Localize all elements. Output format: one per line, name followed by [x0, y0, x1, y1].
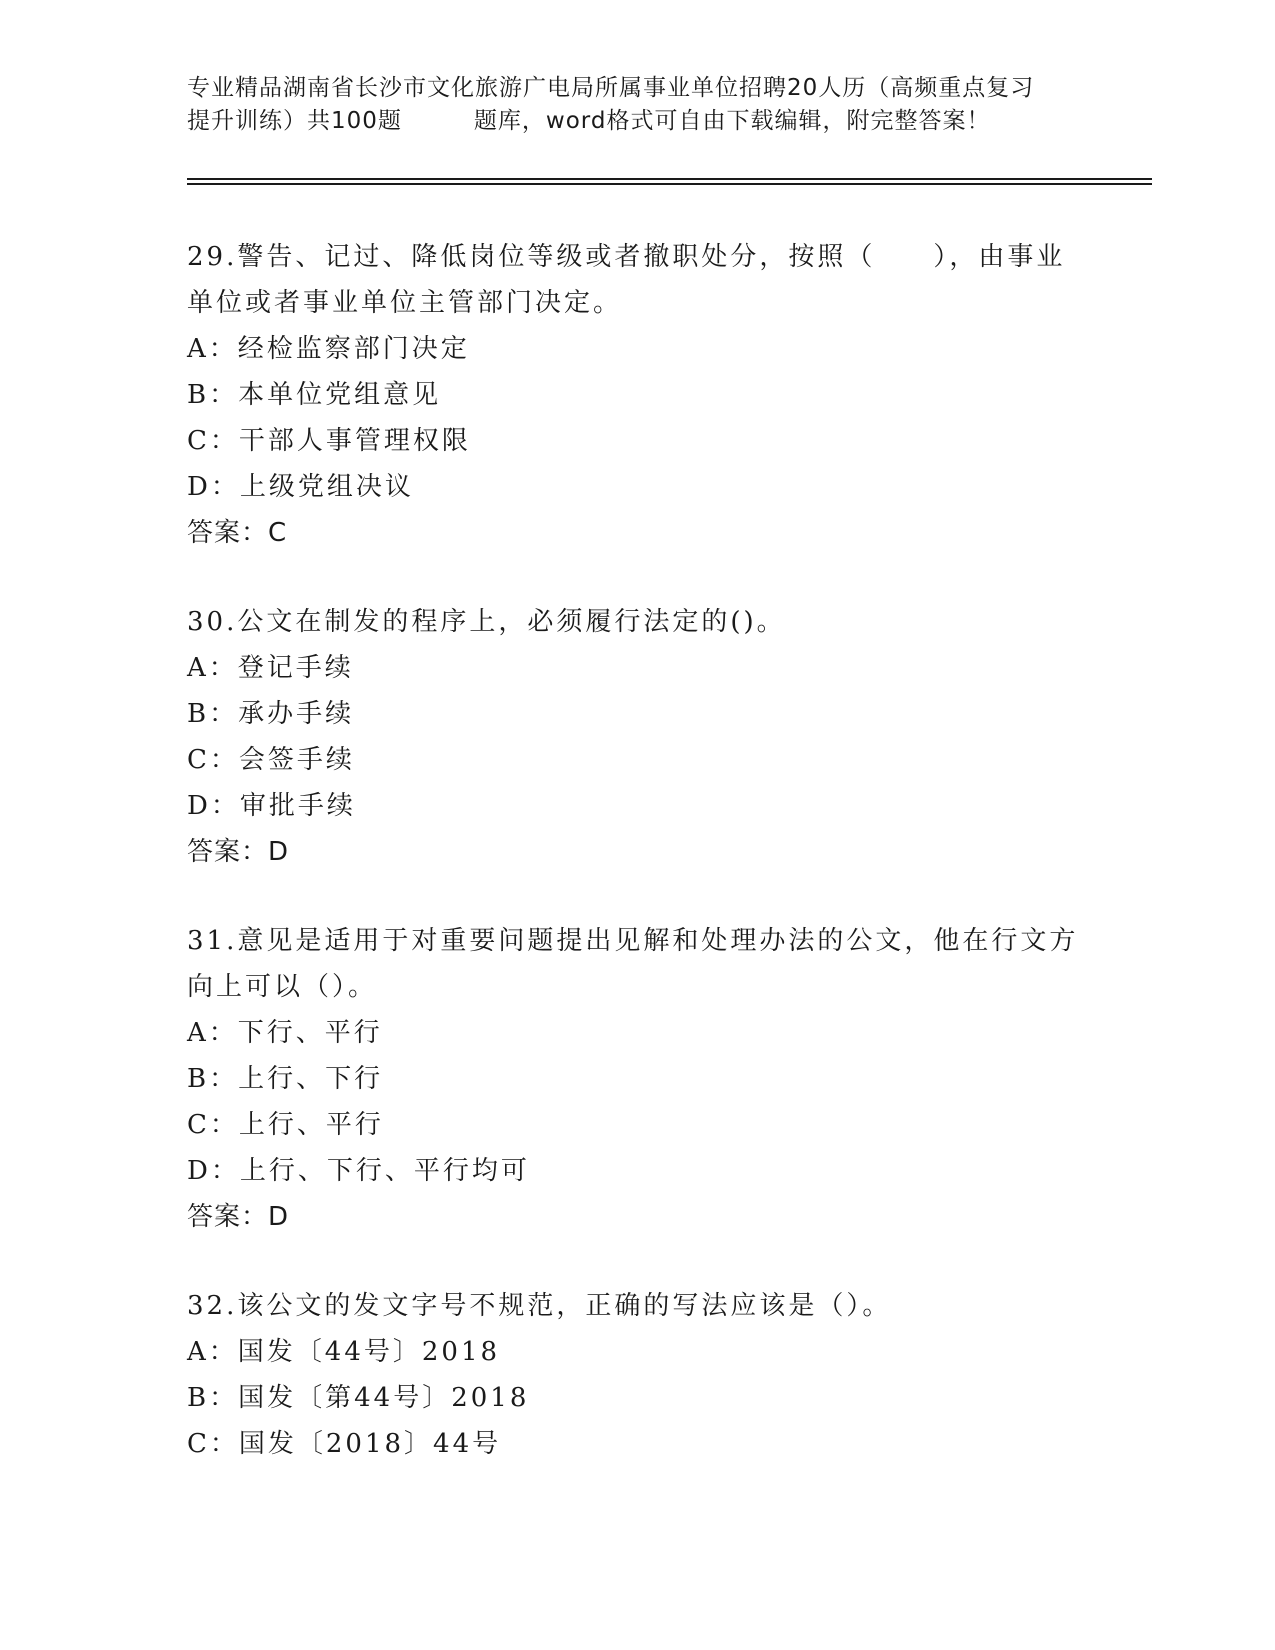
header-divider-bottom	[187, 183, 1152, 185]
option-a: A：登记手续	[187, 653, 354, 683]
option-d: D：审批手续	[187, 791, 356, 821]
question-list	[187, 234, 1087, 1510]
answer: 答案：D	[187, 1202, 290, 1232]
question-31	[187, 918, 1087, 1240]
answer: 答案：D	[187, 837, 290, 867]
question-stem: 30.公文在制发的程序上，必须履行法定的()。	[187, 607, 786, 637]
option-a: A：下行、平行	[187, 1018, 383, 1048]
question-stem: 31.意见是适用于对重要问题提出见解和处理办法的公文，他在行文方	[187, 926, 1079, 956]
question-30	[187, 599, 1087, 875]
header-line-1: 专业精品湖南省长沙市文化旅游广电局所属事业单位招聘20人历（高频重点复习	[187, 75, 1035, 101]
question-29	[187, 234, 1087, 556]
option-c: C：上行、平行	[187, 1110, 384, 1140]
answer: 答案：C	[187, 518, 288, 548]
option-c: C：会签手续	[187, 745, 355, 775]
document-header	[187, 72, 1087, 138]
option-d: D：上级党组决议	[187, 472, 414, 502]
question-32	[187, 1283, 1087, 1467]
question-stem-continued: 单位或者事业单位主管部门决定。	[187, 288, 623, 318]
option-b: B：国发〔第44号〕2018	[187, 1383, 530, 1413]
question-stem: 32.该公文的发文字号不规范，正确的写法应该是（）。	[187, 1291, 892, 1321]
header-line-2	[187, 105, 1087, 138]
option-b: B：承办手续	[187, 699, 355, 729]
question-stem-continued: 向上可以（）。	[187, 972, 378, 1002]
header-divider-top	[187, 178, 1152, 180]
option-a: A：经检监察部门决定	[187, 334, 470, 364]
option-b: B：本单位党组意见	[187, 380, 442, 410]
option-b: B：上行、下行	[187, 1064, 384, 1094]
header-line-2-left: 提升训练）共100题	[187, 108, 402, 134]
option-d: D：上行、下行、平行均可	[187, 1156, 530, 1186]
header-line-2-right: 题库，word格式可自由下载编辑，附完整答案！	[473, 108, 991, 134]
option-a: A：国发〔44号〕2018	[187, 1337, 501, 1367]
option-c: C：国发〔2018〕44号	[187, 1429, 502, 1459]
question-stem: 29.警告、记过、降低岗位等级或者撤职处分，按照（ ），由事业	[187, 242, 1066, 272]
option-c: C：干部人事管理权限	[187, 426, 471, 456]
